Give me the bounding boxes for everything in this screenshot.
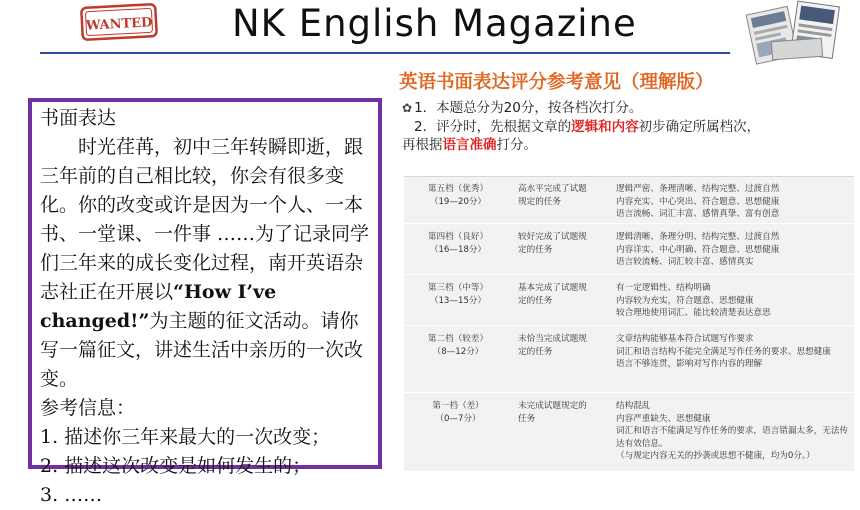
grade-desc-line: 词汇和语言不能满足写作任务的要求，语言错漏太多，无法传达有效信息。 (616, 426, 849, 449)
grade-desc-cell (616, 400, 850, 463)
guide-rule-2-prefix: 2．评分时，先根据文章的 (414, 119, 572, 135)
grade-desc-line: 逻辑清晰、条理分明、结构完整、过渡自然 (616, 232, 780, 242)
grade-desc-line: 内容详实、中心明确、符合题意、思想健康 (616, 244, 780, 255)
grade-row (404, 276, 854, 326)
grade-task-cell (518, 282, 606, 307)
grade-range: （19—20分） (429, 196, 487, 207)
grade-desc-line: 语言流畅、词汇丰富、感情真挚、富有创意 (616, 209, 780, 219)
grade-level-cell (414, 183, 502, 208)
grade-level: 第一档（差） (432, 401, 484, 411)
grade-row (404, 177, 854, 224)
grade-level-cell (414, 282, 502, 307)
grade-task-cell (518, 400, 606, 425)
grade-desc-cell (616, 231, 850, 269)
task-heading: 书面表达 (40, 107, 117, 129)
star-bullet-icon: ✿ (402, 101, 413, 115)
grade-desc-line: 较合理地使用词汇、能比较清楚表达意思 (616, 308, 771, 318)
svg-text:WANTED: WANTED (85, 15, 153, 34)
task-topic-english: “How I’ve changed!” (40, 281, 277, 332)
task-info-item: 2. 描述这次改变是如何发生的； (40, 455, 312, 477)
grade-task-line: 规定的任务 (518, 196, 561, 207)
guide-rule-3 (402, 133, 537, 153)
grade-desc-line: 语言较流畅、词汇较丰富、感情真实 (616, 257, 754, 267)
task-body (40, 133, 372, 394)
grade-level: 第二档（较差） (427, 334, 489, 344)
grade-level: 第五档（优秀） (427, 184, 489, 194)
guide-rule-3-suffix: 打分。 (496, 137, 537, 153)
grade-level-cell (414, 400, 502, 425)
grade-task-line: 定的任务 (518, 295, 553, 306)
grade-desc-line: 有一定逻辑性、结构明确 (616, 283, 711, 293)
magazine-title: NK English Magazine (232, 2, 637, 45)
guide-rule-3-highlight: 语言准确 (442, 137, 497, 153)
guide-rule-3-prefix: 再根据 (402, 137, 443, 153)
grade-row (404, 394, 854, 471)
grade-row (404, 327, 854, 393)
scoring-guide-title: 英语书面表达评分参考意见（理解版） (399, 72, 714, 93)
header-divider (40, 52, 730, 54)
grade-task-line: 未恰当完成试题规 (518, 334, 587, 344)
grade-desc-line: 内容较为充实，符合题意、思想健康 (616, 295, 754, 306)
guide-rule-1 (402, 96, 642, 116)
grade-desc-cell (616, 183, 850, 221)
grade-level-cell (414, 231, 502, 256)
guide-rule-1-text: 1．本题总分为20分，按各档次打分。 (414, 100, 643, 116)
grade-task-cell (518, 333, 606, 358)
grade-level: 第三档（中等） (427, 283, 489, 293)
grade-task-line: 未完成试题规定的 (518, 401, 587, 411)
task-body-text-1: 时光荏苒，初中三年转瞬即逝，跟三年前的自己相比较，你会有很多变化。你的改变或许是因为一个人、一本书、一堂课、一件事 ……为了记录同学们三年来的成长变化过程，南开英语杂志社正在开展以 (40, 136, 370, 303)
grade-task-line: 高水平完成了试题 (518, 184, 587, 194)
grade-task-line: 基本完成了试题规 (518, 283, 587, 293)
grade-desc-line: 内容充实、中心突出、符合题意、思想健康 (616, 196, 780, 207)
guide-rule-2-highlight: 逻辑和内容 (571, 119, 639, 135)
grade-desc-line: 内容严重缺失、思想健康 (616, 413, 711, 424)
grade-level-cell (414, 333, 502, 358)
task-info-item: 1. 描述你三年来最大的一次改变； (40, 426, 331, 448)
grade-desc-cell (616, 282, 850, 320)
grade-task-cell (518, 231, 606, 256)
grade-task-cell (518, 183, 606, 208)
grade-range: （13—15分） (429, 295, 487, 306)
grade-task-line: 定的任务 (518, 244, 553, 255)
grade-desc-line: 逻辑严密、条理清晰、结构完整、过渡自然 (616, 184, 780, 194)
grade-desc-line: 结构混乱 (616, 401, 651, 411)
grade-task-line: 较好完成了试题规 (518, 232, 587, 242)
grade-range: （8—12分） (432, 346, 484, 357)
task-body-text-2: 为主题的征文活动。请你写一篇征文，讲述生活中亲历的一次改变。 (40, 310, 364, 390)
grade-level: 第四档（良好） (427, 232, 489, 242)
grade-range: （0—7分） (435, 413, 481, 424)
grade-desc-cell (616, 333, 850, 371)
grade-task-line: 定的任务 (518, 346, 553, 357)
task-info-item: 3. …… (40, 484, 103, 506)
guide-rule-2-suffix: 初步确定所属档次， (638, 119, 761, 135)
grade-task-line: 任务 (518, 413, 536, 424)
grade-desc-line: （与规定内容无关的抄袭或思想不健康，均为0分。） (616, 451, 815, 461)
task-info-label: 参考信息： (40, 397, 136, 419)
grade-desc-line: 词汇和语言结构不能完全满足写作任务的要求、思想健康 (616, 346, 831, 357)
grade-row (404, 225, 854, 275)
grade-range: （16—18分） (429, 244, 487, 255)
magazines-icon (742, 0, 852, 60)
guide-rule-2 (414, 115, 760, 135)
grading-table (404, 176, 854, 471)
writing-task-box (28, 98, 382, 506)
grade-desc-line: 文章结构能够基本符合试题写作要求 (616, 334, 754, 344)
wanted-stamp-logo (80, 0, 158, 44)
grade-desc-line: 语言不够连贯，影响对写作内容的理解 (616, 359, 763, 369)
